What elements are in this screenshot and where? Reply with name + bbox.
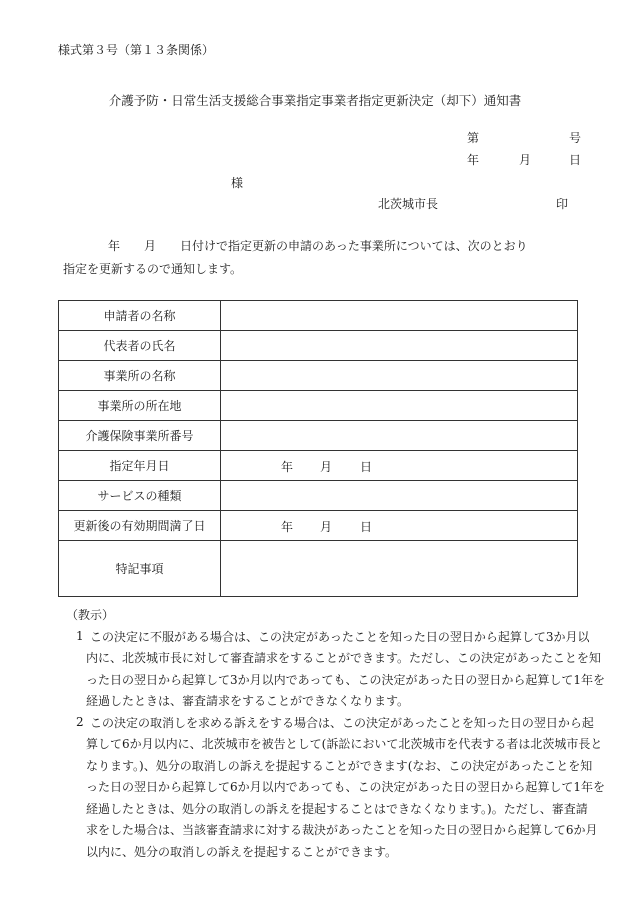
doc-number-suffix: 号 [569,131,582,145]
note-line: 以内に、処分の取消しの訴えを提起することができます。 [86,845,398,859]
table-row [59,301,578,331]
table-row [59,451,578,481]
note-line: 内に、北茨城市長に対して審査請求をすることができます。ただし、この決定があったことを知 [86,651,601,665]
table-row [59,361,578,391]
note-line: った日の翌日から起算して6か月以内であっても、この決定があった日の翌日から起算して1年を [86,780,606,794]
row-label-designation-date: 指定年月日 [59,451,221,481]
note-line: った日の翌日から起算して3か月以内であっても、この決定があった日の翌日から起算して1年を [86,673,606,687]
row-value-office-name [221,361,578,391]
addressee-honorific: 様 [231,176,244,190]
row-label-special-notes: 特記事項 [59,541,221,597]
date-month-unit: 月 [320,460,333,474]
note-line: 経過したときは、審査請求をすることができなくなります。 [86,694,410,708]
date-year-unit: 年 [281,520,294,534]
row-value-special-notes [221,541,578,597]
note-line: この決定に不服がある場合は、この決定があったことを知った日の翌日から起算して3か月以 [90,630,590,644]
date-year-unit: 年 [281,460,294,474]
row-label-service-type: サービスの種類 [59,481,221,511]
sender-name: 北茨城市長 [378,197,439,211]
application-info-table [58,300,578,597]
row-label-office-name: 事業所の名称 [59,361,221,391]
row-value-office-number [221,421,578,451]
intro-line-2: 指定を更新するので通知します。 [63,262,243,276]
form-number-label: 様式第３号（第１３条関係） [58,43,215,57]
doc-date-year: 年 [467,153,480,167]
doc-date-day: 日 [569,153,582,167]
row-value-designation-date [221,451,578,481]
row-label-office-number: 介護保険事業所番号 [59,421,221,451]
note-number: 1 [76,629,84,643]
note-line: なります。)、処分の取消しの訴えを提起することができます(なお、この決定があったことを知 [86,759,593,773]
note-line: この決定の取消しを求める訴えをする場合は、この決定があったことを知った日の翌日から起 [90,716,594,730]
intro-line-1: 年 月 日付けで指定更新の申請のあった事業所については、次のとおり [108,239,528,253]
row-label-applicant-name: 申請者の名称 [59,301,221,331]
date-month-unit: 月 [320,520,333,534]
row-value-service-type [221,481,578,511]
date-day-unit: 日 [360,460,373,474]
row-label-expiry-date: 更新後の有効期間満了日 [59,511,221,541]
note-number: 2 [76,715,84,729]
doc-date-month: 月 [519,153,532,167]
table-row [59,481,578,511]
doc-number-prefix: 第 [467,131,480,145]
row-value-office-address [221,391,578,421]
table-row [59,391,578,421]
table-row [59,541,578,597]
document-title: 介護予防・日常生活支援総合事業指定事業者指定更新決定（却下）通知書 [108,93,522,108]
table-row [59,331,578,361]
table-row [59,421,578,451]
note-line: 求をした場合は、当該審査請求に対する裁決があったことを知った日の翌日から起算して6か月 [86,823,598,837]
note-line: 算して6か月以内に、北茨城市を被告として(訴訟において北茨城市を代表する者は北茨城市長と [86,737,603,751]
notes-heading: （教示） [66,608,115,622]
row-label-representative-name: 代表者の氏名 [59,331,221,361]
date-day-unit: 日 [360,520,373,534]
table-row [59,511,578,541]
seal-mark: 印 [556,197,569,211]
row-value-representative-name [221,331,578,361]
row-label-office-address: 事業所の所在地 [59,391,221,421]
row-value-applicant-name [221,301,578,331]
note-line: 経過したときは、処分の取消しの訴えを提起することはできなくなります。)。ただし、審査請 [86,802,588,816]
row-value-expiry-date [221,511,578,541]
